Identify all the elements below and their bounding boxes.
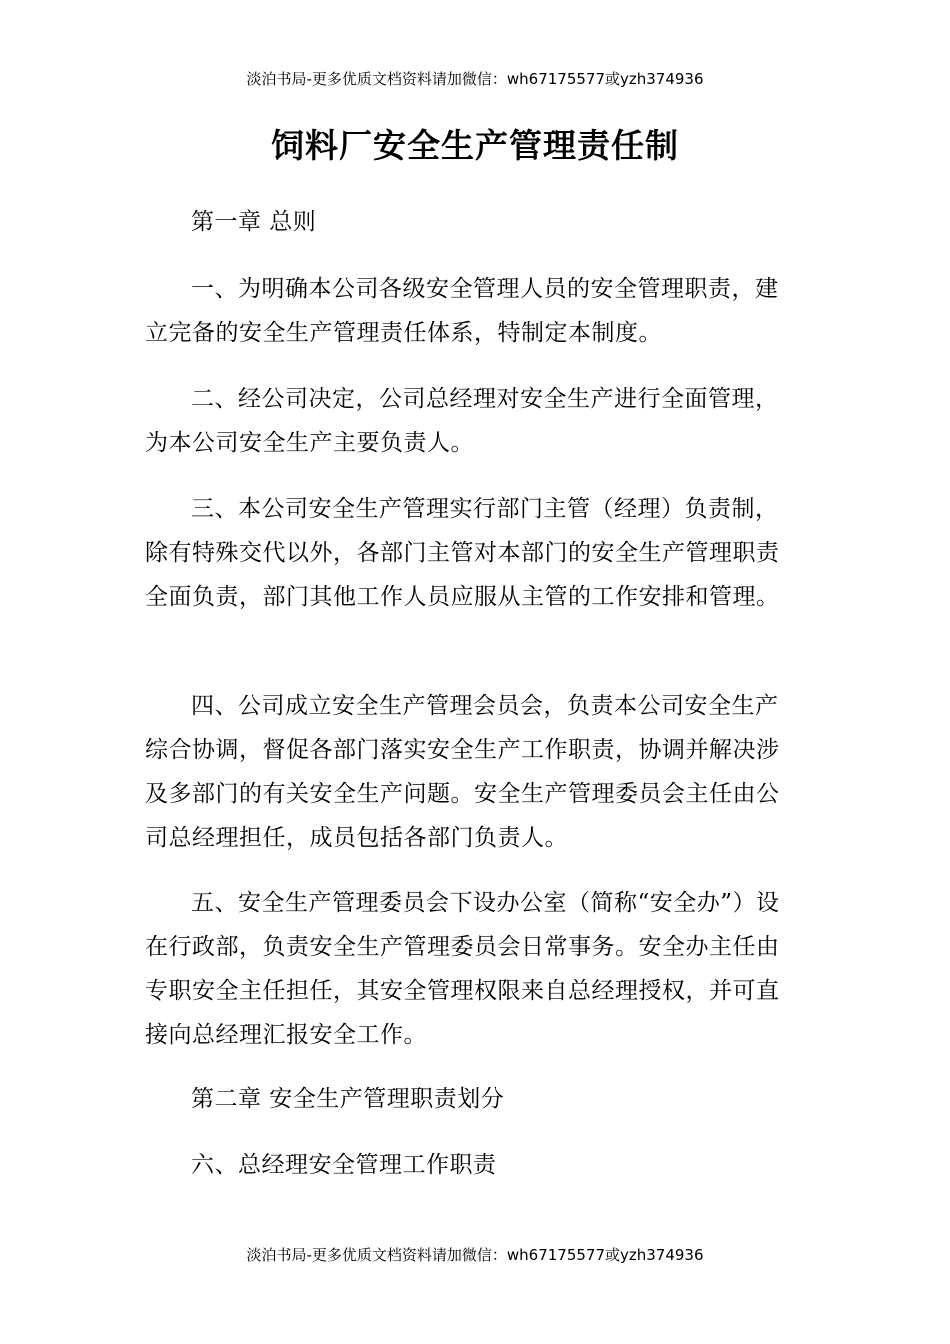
paragraph: 四、公司成立安全生产管理会员会，负责本公司安全生产综合协调，督促各部门落实安全生产工作职责，协调并解决涉及多部门的有关安全生产问题。安全生产管理委员会主任由公司总经理担任，成员包括各部门负责人。 (145, 693, 780, 851)
article-1 (145, 267, 795, 355)
footer-watermark-note: 淡泊书局-更多优质文档资料请加微信：wh67175577或yzh374936 (246, 1246, 704, 1264)
article-2 (145, 377, 795, 465)
article-6 (145, 1143, 795, 1187)
chapter-1-heading (145, 200, 795, 244)
paragraph: 六、总经理安全管理工作职责 (191, 1152, 497, 1178)
chapter-heading: 第一章 总则 (191, 209, 317, 235)
header-watermark-note: 淡泊书局-更多优质文档资料请加微信：wh67175577或yzh374936 (246, 70, 704, 88)
paragraph: 一、为明确本公司各级安全管理人员的安全管理职责，建立完备的安全生产管理责任体系，特制定本制度。 (145, 276, 779, 346)
article-5 (145, 881, 795, 1057)
article-4 (145, 684, 795, 860)
article-3 (145, 487, 795, 619)
paragraph: 二、经公司决定，公司总经理对安全生产进行全面管理，为本公司安全生产主要负责人。 (145, 386, 779, 456)
document-title: 饲料厂安全生产管理责任制 (271, 126, 679, 165)
chapter-2-heading (145, 1077, 795, 1121)
paragraph: 三、本公司安全生产管理实行部门主管（经理）负责制，除有特殊交代以外，各部门主管对本部门的安全生产管理职责全面负责，部门其他工作人员应服从主管的工作安排和管理。 (145, 496, 780, 610)
chapter-heading: 第二章 安全生产管理职责划分 (191, 1086, 505, 1112)
paragraph: 五、安全生产管理委员会下设办公室（简称“安全办”）设在行政部，负责安全生产管理委员会日常事务。安全办主任由专职安全主任担任，其安全管理权限来自总经理授权，并可直接向总经理汇报安全工作。 (145, 890, 780, 1048)
